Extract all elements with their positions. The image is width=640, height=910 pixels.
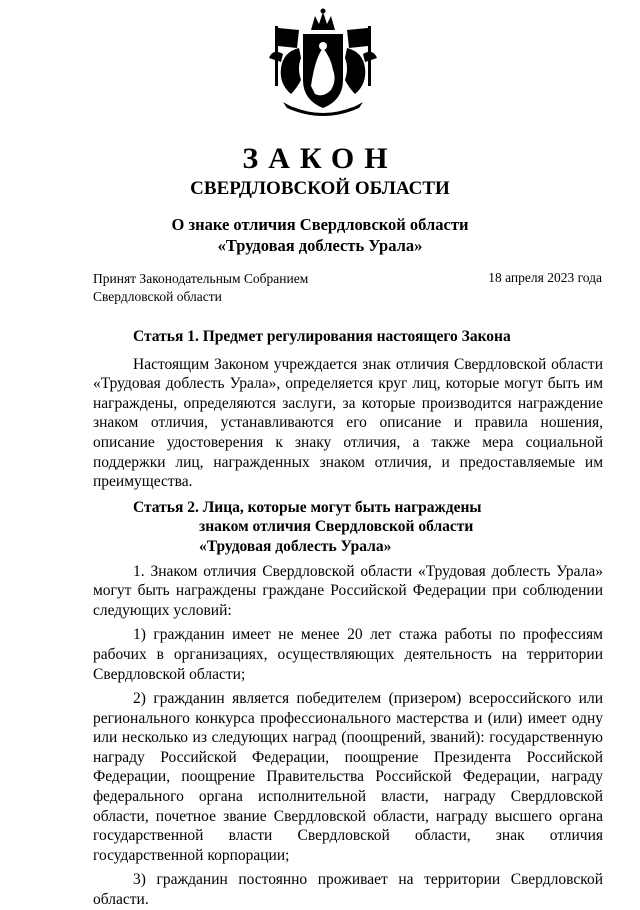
article2-paragraph-2: 1) гражданин имеет не менее 20 лет стажа работы по профессиям рабочих в организациях, осуществляющих деятельность на территории Свердловской области; — [93, 626, 603, 683]
adoption-info — [93, 270, 308, 306]
law-word: ЗАКОН — [242, 142, 398, 175]
law-title — [0, 214, 640, 256]
region-name: СВЕРДЛОВСКОЙ ОБЛАСТИ — [190, 178, 450, 199]
article1-text: Настоящим Законом учреждается знак отличия Свердловской области «Трудовая доблесть Урала», определяется круг лиц, которые могут быть им награждены, определяются заслуги, за которые производится награждение знаком отличия, устанавливаются его описание и правила ношения, описание удостоверения к знаку отличия, а также мера социальной поддержки лиц, награжденных знаком отличия, и предоставляемые им преимущества. — [93, 355, 603, 491]
adoption-date: 18 апреля 2023 года — [488, 270, 602, 285]
coat-of-arms-icon — [253, 8, 393, 126]
article2-heading-line3: «Трудовая доблесть Урала» — [199, 537, 392, 555]
law-title-line1: О знаке отличия Свердловской области — [171, 215, 469, 234]
law-title-line2: «Трудовая доблесть Урала» — [217, 236, 423, 255]
law-body — [93, 327, 603, 910]
article2-heading-line1: Статья 2. Лица, которые могут быть награждены — [133, 498, 482, 516]
adoption-line2: Свердловской области — [93, 289, 222, 304]
article1-heading: Статья 1. Предмет регулирования настоящего Закона — [133, 328, 511, 345]
article2-paragraph-4: 3) гражданин постоянно проживает на территории Свердловской области. — [93, 871, 603, 909]
article2-heading-line2: знаком отличия Свердловской области — [199, 518, 474, 536]
adoption-line1: Принят Законодательным Собранием — [93, 271, 309, 286]
article2-heading — [93, 498, 603, 557]
article2-paragraph-3: 2) гражданин является победителем (призером) всероссийского или регионального конкурса профессионального мастерства и (или) имеет одну или несколько из следующих наград (поощрений, званий): государственную награду Российской Федерации, поощрение Президента Российской Федерации, поощрение Правительства Российской Федерации, награду федерального органа исполнительной власти, награду Свердловской области, почетное звание Свердловской области, награду высшего органа государственной власти Свердловской области, знак отличия государственной корпорации; — [93, 690, 603, 864]
article2-paragraph-1: 1. Знаком отличия Свердловской области «Трудовая доблесть Урала» могут быть награждены граждане Российской Федерации при соблюдении следующих условий: — [93, 562, 603, 619]
